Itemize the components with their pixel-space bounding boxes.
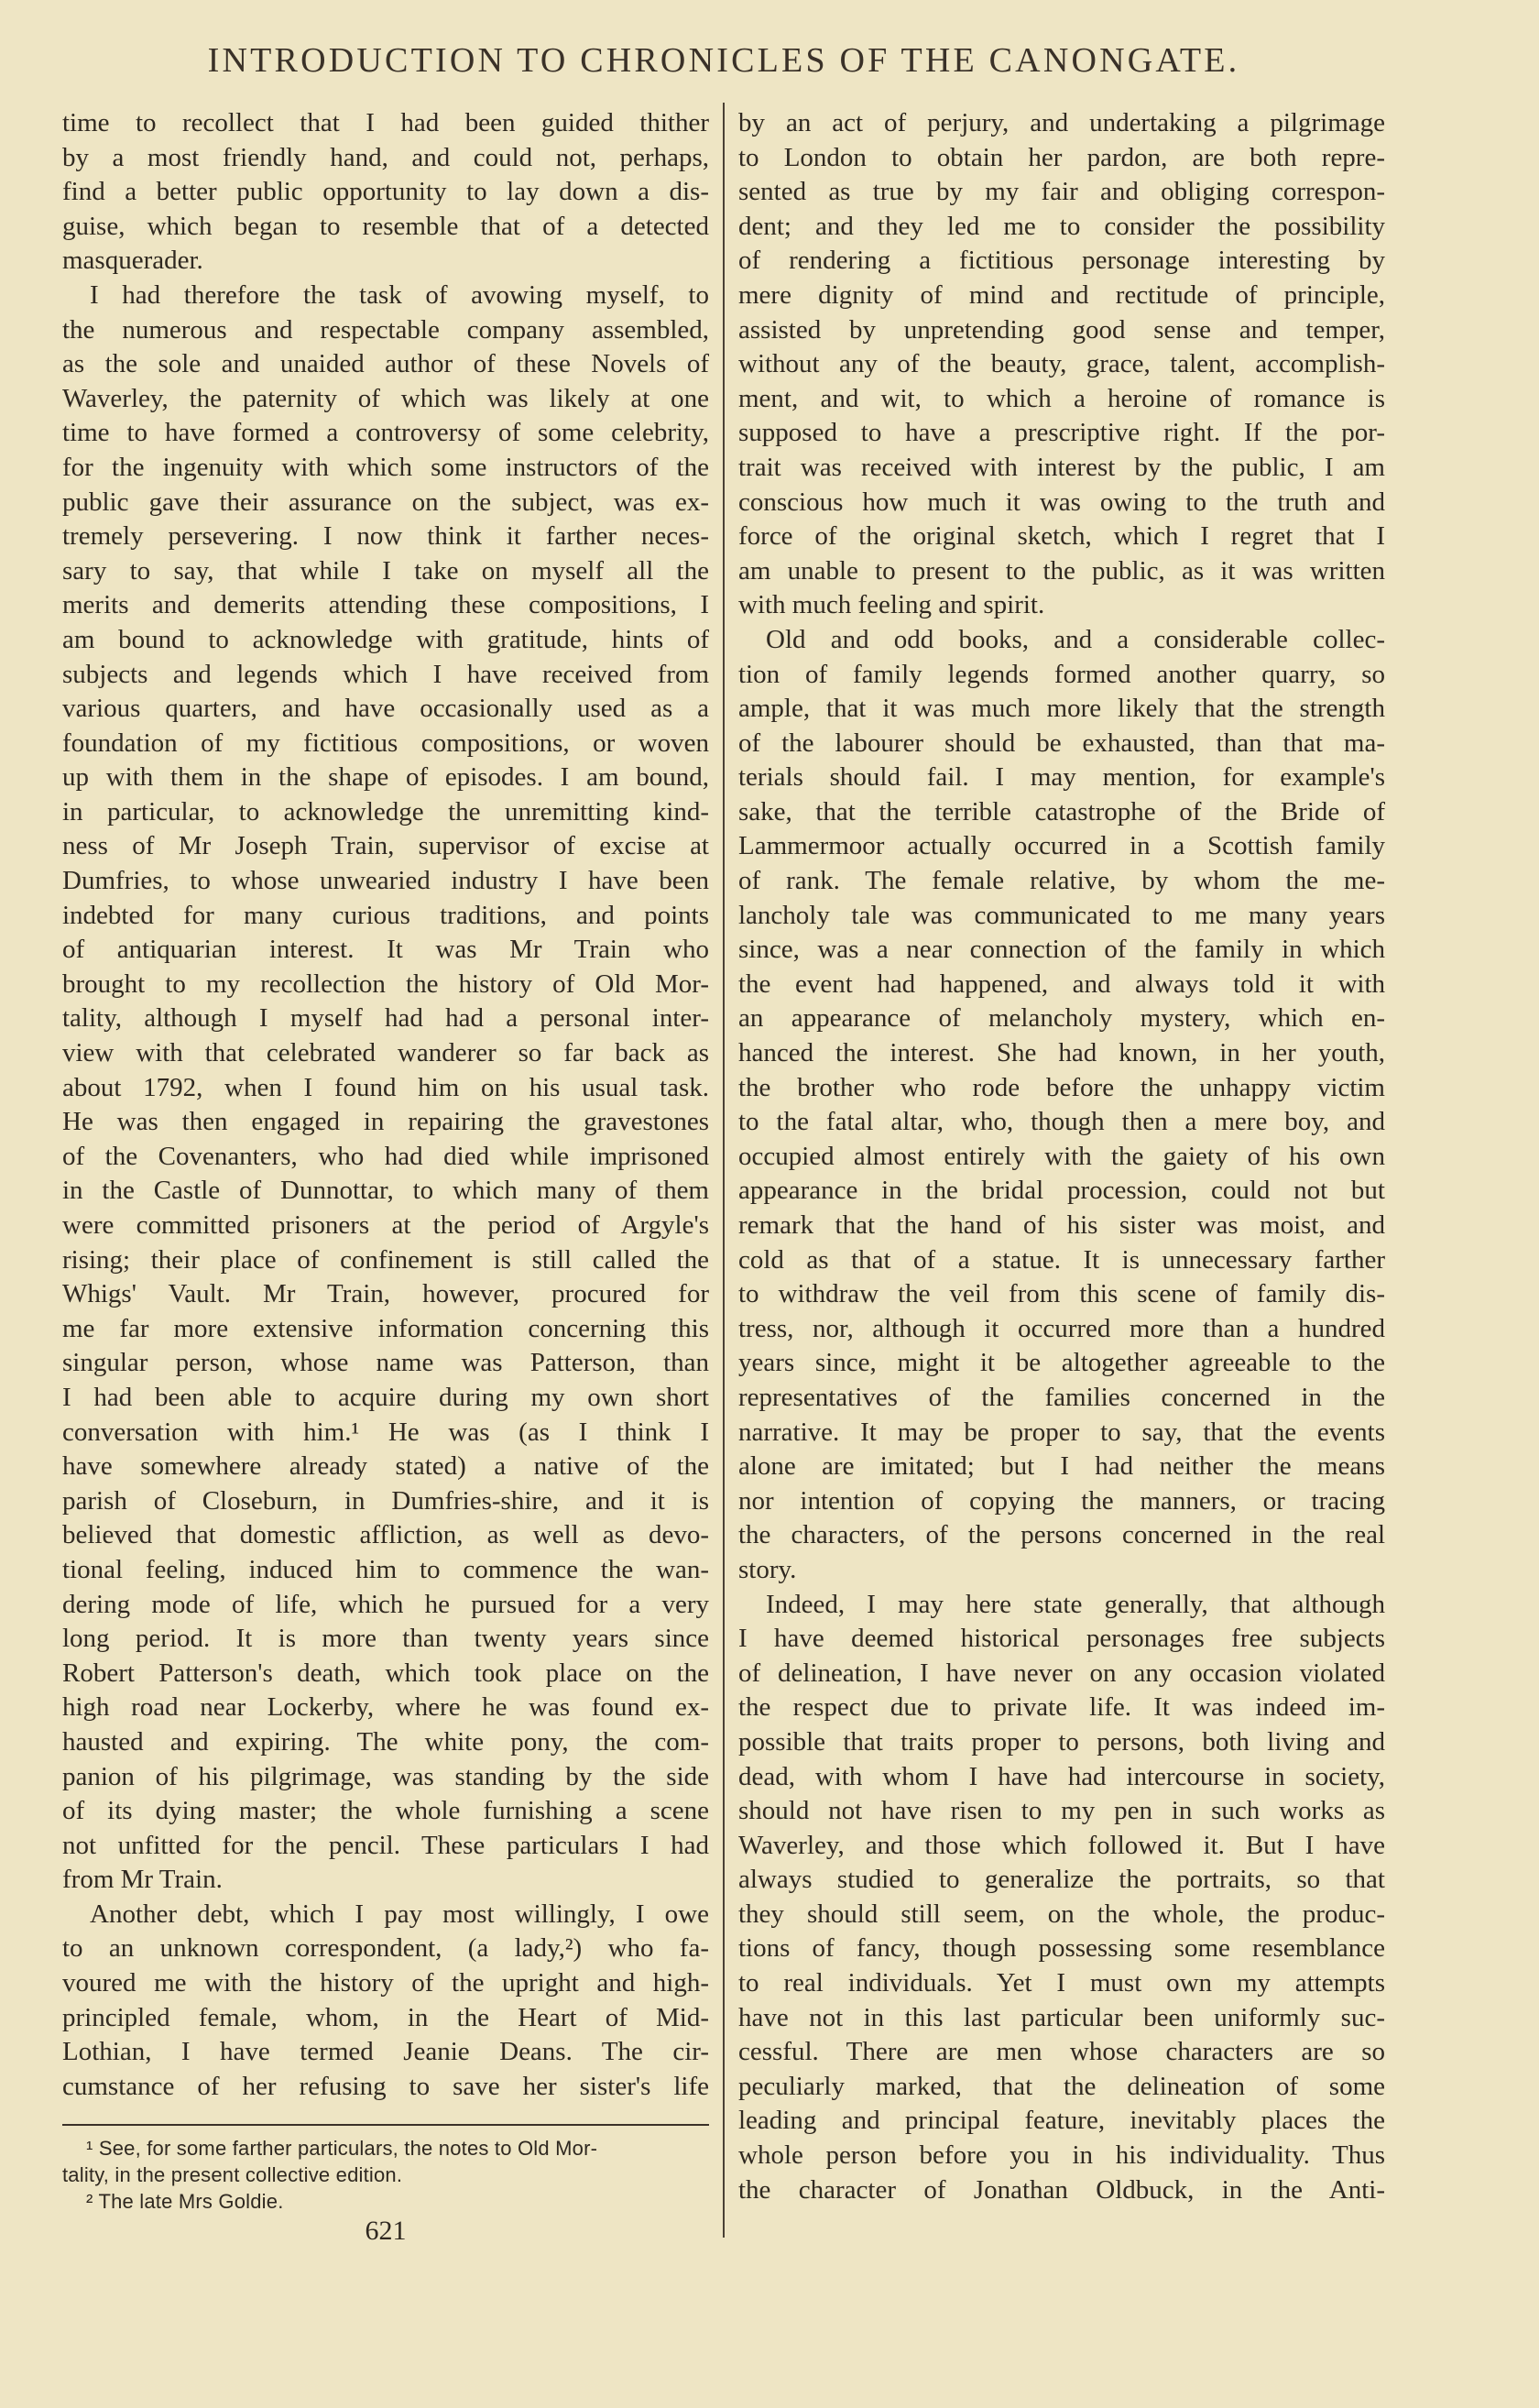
text-line: I had therefore the task of avowing myself, to bbox=[90, 279, 709, 310]
text-line: tion of family legends formed another quarry, so bbox=[738, 659, 1385, 689]
text-line: of rendering a fictitious personage interesting by bbox=[738, 246, 1385, 276]
text-line: masquerader. bbox=[62, 246, 203, 276]
text-line: representatives of the families concerned in the bbox=[738, 1382, 1385, 1412]
text-line: remark that the hand of his sister was moist, and bbox=[738, 1210, 1385, 1240]
text-line: rising; their place of confinement is still called the bbox=[62, 1244, 709, 1275]
text-line: public gave their assurance on the subject, was ex- bbox=[62, 487, 709, 517]
text-line: voured me with the history of the upright and high- bbox=[62, 1968, 709, 1998]
text-line: an appearance of melancholy mystery, which en- bbox=[738, 1003, 1385, 1034]
text-line: lancholy tale was communicated to me many years bbox=[738, 900, 1385, 930]
text-line: up with them in the shape of episodes. I am bound, bbox=[62, 762, 709, 793]
text-line: ness of Mr Joseph Train, supervisor of excise at bbox=[62, 831, 709, 861]
text-line: brought to my recollection the history of Old Mor- bbox=[62, 969, 709, 999]
text-line: nor intention of copying the manners, or tracing bbox=[738, 1485, 1385, 1516]
text-line: cold as that of a statue. It is unnecessary farther bbox=[738, 1244, 1385, 1275]
text-line: in particular, to acknowledge the unremitting kind- bbox=[62, 796, 709, 826]
footnote-rule bbox=[62, 2124, 709, 2126]
paragraph bbox=[738, 106, 1385, 623]
text-line: have somewhere already stated) a native of the bbox=[62, 1451, 709, 1482]
running-header: INTRODUCTION TO CHRONICLES OF THE CANONGATE. bbox=[207, 41, 1240, 80]
text-line: by an act of perjury, and undertaking a pilgrimage bbox=[738, 108, 1385, 137]
text-line: conscious how much it was owing to the truth and bbox=[738, 487, 1385, 517]
text-line: terials should fail. I may mention, for example's bbox=[738, 762, 1385, 793]
text-line: of rank. The female relative, by whom the me- bbox=[738, 866, 1385, 896]
text-line: of antiquarian interest. It was Mr Train who bbox=[62, 935, 709, 965]
text-line: ment, and wit, to which a heroine of romance is bbox=[738, 383, 1385, 413]
text-line: me far more extensive information concerning this bbox=[62, 1313, 709, 1343]
text-line: of the labourer should be exhausted, than that ma- bbox=[738, 728, 1385, 758]
paragraph bbox=[738, 1588, 1385, 2208]
text-line: Lammermoor actually occurred in a Scottish family bbox=[738, 831, 1385, 861]
text-line: without any of the beauty, grace, talent, accomplish- bbox=[738, 349, 1385, 379]
left-column bbox=[62, 106, 709, 2104]
text-line: am unable to present to the public, as it was written bbox=[738, 555, 1385, 586]
column-divider bbox=[723, 103, 725, 2238]
text-line: by a most friendly hand, and could not, perhaps, bbox=[62, 142, 709, 172]
text-line: about 1792, when I found him on his usual task. bbox=[62, 1072, 709, 1102]
text-line: have not in this last particular been uniformly suc- bbox=[738, 2002, 1385, 2032]
text-line: tremely persevering. I now think it farther neces- bbox=[62, 521, 709, 552]
text-line: the characters, of the persons concerned in the real bbox=[738, 1520, 1385, 1550]
footnote-1: ¹ See, for some farther particulars, the notes to Old Mor- bbox=[86, 2137, 598, 2160]
text-line: He was then engaged in repairing the gravestones bbox=[62, 1107, 709, 1137]
text-line: to the fatal altar, who, though then a mere boy, and bbox=[738, 1107, 1385, 1137]
text-line: singular person, whose name was Patterson, than bbox=[62, 1348, 709, 1378]
text-line: possible that traits proper to persons, both living and bbox=[738, 1726, 1385, 1757]
text-line: various quarters, and have occasionally used as a bbox=[62, 694, 709, 724]
text-line: dering mode of life, which he pursued for a very bbox=[62, 1589, 709, 1619]
text-line: of its dying master; the whole furnishing a scene bbox=[62, 1796, 709, 1826]
text-line: to real individuals. Yet I must own my attempts bbox=[738, 1968, 1385, 1998]
text-line: merits and demerits attending these compositions, I bbox=[62, 590, 709, 620]
text-line: conversation with him.¹ He was (as I think I bbox=[62, 1417, 709, 1447]
text-line: tality, although I myself had had a personal inter- bbox=[62, 1003, 709, 1034]
text-line: as the sole and unaided author of these Novels of bbox=[62, 349, 709, 379]
text-line: guise, which began to resemble that of a detected bbox=[62, 211, 709, 241]
paragraph bbox=[738, 623, 1385, 1588]
right-column bbox=[738, 106, 1385, 2207]
text-line: Whigs' Vault. Mr Train, however, procured for bbox=[62, 1279, 709, 1309]
text-line: cumstance of her refusing to save her sister's life bbox=[62, 2071, 709, 2101]
text-line: Old and odd books, and a considerable collec- bbox=[766, 624, 1385, 654]
text-line: cessful. There are men whose characters are so bbox=[738, 2037, 1385, 2067]
text-line: high road near Lockerby, where he was found ex- bbox=[62, 1692, 709, 1723]
text-line: Another debt, which I pay most willingly, I owe bbox=[90, 1899, 709, 1929]
text-line: Robert Patterson's death, which took place on the bbox=[62, 1658, 709, 1688]
text-line: indebted for many curious traditions, and points bbox=[62, 900, 709, 930]
text-line: of delineation, I have never on any occasion violated bbox=[738, 1658, 1385, 1688]
text-line: sake, that the terrible catastrophe of the Bride of bbox=[738, 796, 1385, 826]
text-line: the brother who rode before the unhappy victim bbox=[738, 1072, 1385, 1102]
text-line: to withdraw the veil from this scene of family dis- bbox=[738, 1279, 1385, 1309]
text-line: trait was received with interest by the public, I am bbox=[738, 452, 1385, 482]
text-line: to an unknown correspondent, (a lady,²) who fa- bbox=[62, 1933, 709, 1964]
text-line: Waverley, and those which followed it. But I have bbox=[738, 1830, 1385, 1860]
text-line: Dumfries, to whose unwearied industry I have been bbox=[62, 866, 709, 896]
text-line: appearance in the bridal procession, could not but bbox=[738, 1176, 1385, 1206]
text-line: the numerous and respectable company assembled, bbox=[62, 314, 709, 345]
text-line: the character of Jonathan Oldbuck, in the Anti- bbox=[738, 2174, 1385, 2205]
text-line: should not have risen to my pen in such works as bbox=[738, 1796, 1385, 1826]
text-line: parish of Closeburn, in Dumfries-shire, and it is bbox=[62, 1485, 709, 1516]
text-line: dent; and they led me to consider the possibility bbox=[738, 211, 1385, 241]
text-line: ample, that it was much more likely that the strength bbox=[738, 694, 1385, 724]
text-line: always studied to generalize the portraits, so that bbox=[738, 1865, 1385, 1895]
text-line: subjects and legends which I have received from bbox=[62, 659, 709, 689]
text-line: force of the original sketch, which I regret that I bbox=[738, 521, 1385, 552]
text-line: tions of fancy, though possessing some resemblance bbox=[738, 1933, 1385, 1964]
text-line: for the ingenuity with which some instructors of the bbox=[62, 452, 709, 482]
text-line: I had been able to acquire during my own short bbox=[62, 1382, 709, 1412]
text-line: hausted and expiring. The white pony, the com- bbox=[62, 1726, 709, 1757]
text-line: sary to say, that while I take on myself all the bbox=[62, 555, 709, 586]
text-line: of the Covenanters, who had died while imprisoned bbox=[62, 1141, 709, 1171]
text-line: believed that domestic affliction, as well as devo- bbox=[62, 1520, 709, 1550]
text-line: since, was a near connection of the family in which bbox=[738, 935, 1385, 965]
text-line: alone are imitated; but I had neither the means bbox=[738, 1451, 1385, 1482]
text-line: narrative. It may be proper to say, that the events bbox=[738, 1417, 1385, 1447]
text-line: time to have formed a controversy of some celebrity, bbox=[62, 418, 709, 448]
text-line: supposed to have a prescriptive right. If the por- bbox=[738, 418, 1385, 448]
text-line: Waverley, the paternity of which was likely at one bbox=[62, 383, 709, 413]
text-line: am bound to acknowledge with gratitude, hints of bbox=[62, 624, 709, 654]
paragraph bbox=[62, 106, 709, 279]
text-line: foundation of my fictitious compositions, or woven bbox=[62, 728, 709, 758]
text-line: they should still seem, on the whole, the produc- bbox=[738, 1899, 1385, 1929]
text-line: occupied almost entirely with the gaiety of his own bbox=[738, 1141, 1385, 1171]
text-line: panion of his pilgrimage, was standing by the side bbox=[62, 1761, 709, 1791]
text-line: story. bbox=[738, 1554, 797, 1584]
text-line: I have deemed historical personages free subjects bbox=[738, 1624, 1385, 1654]
text-line: Indeed, I may here state generally, that although bbox=[766, 1589, 1385, 1619]
text-line: view with that celebrated wanderer so far back as bbox=[62, 1038, 709, 1068]
text-line: time to recollect that I had been guided thither bbox=[62, 108, 709, 137]
text-line: find a better public opportunity to lay down a dis- bbox=[62, 177, 709, 207]
text-line: were committed prisoners at the period of Argyle's bbox=[62, 1210, 709, 1240]
text-line: years since, might it be altogether agreeable to the bbox=[738, 1348, 1385, 1378]
text-line: tional feeling, induced him to commence the wan- bbox=[62, 1554, 709, 1584]
footnote-2: ² The late Mrs Goldie. bbox=[86, 2190, 284, 2213]
text-line: to London to obtain her pardon, are both repre- bbox=[738, 142, 1385, 172]
text-line: leading and principal feature, inevitably places the bbox=[738, 2106, 1385, 2136]
text-line: tress, nor, although it occurred more than a hundred bbox=[738, 1313, 1385, 1343]
text-line: in the Castle of Dunnottar, to which many of them bbox=[62, 1176, 709, 1206]
text-line: sented as true by my fair and obliging correspon- bbox=[738, 177, 1385, 207]
text-line: Lothian, I have termed Jeanie Deans. The cir- bbox=[62, 2037, 709, 2067]
paragraph bbox=[62, 279, 709, 1898]
page-number: 621 bbox=[365, 2216, 407, 2246]
text-line: mere dignity of mind and rectitude of principle, bbox=[738, 279, 1385, 310]
text-line: the respect due to private life. It was indeed im- bbox=[738, 1692, 1385, 1723]
text-line: whole person before you in his individuality. Thus bbox=[738, 2140, 1385, 2171]
text-line: the event had happened, and always told it with bbox=[738, 969, 1385, 999]
text-line: from Mr Train. bbox=[62, 1865, 223, 1895]
text-line: assisted by unpretending good sense and temper, bbox=[738, 314, 1385, 345]
text-line: principled female, whom, in the Heart of Mid- bbox=[62, 2002, 709, 2032]
text-line: peculiarly marked, that the delineation of some bbox=[738, 2071, 1385, 2101]
text-line: long period. It is more than twenty years since bbox=[62, 1624, 709, 1654]
footnotes bbox=[62, 2135, 709, 2215]
text-line: not unfitted for the pencil. These particulars I had bbox=[62, 1830, 709, 1860]
text-line: dead, with whom I have had intercourse in society, bbox=[738, 1761, 1385, 1791]
text-line: with much feeling and spirit. bbox=[738, 590, 1045, 620]
text-line: hanced the interest. She had known, in her youth, bbox=[738, 1038, 1385, 1068]
footnote-1-cont: tality, in the present collective edition. bbox=[62, 2163, 403, 2186]
paragraph bbox=[62, 1898, 709, 2105]
